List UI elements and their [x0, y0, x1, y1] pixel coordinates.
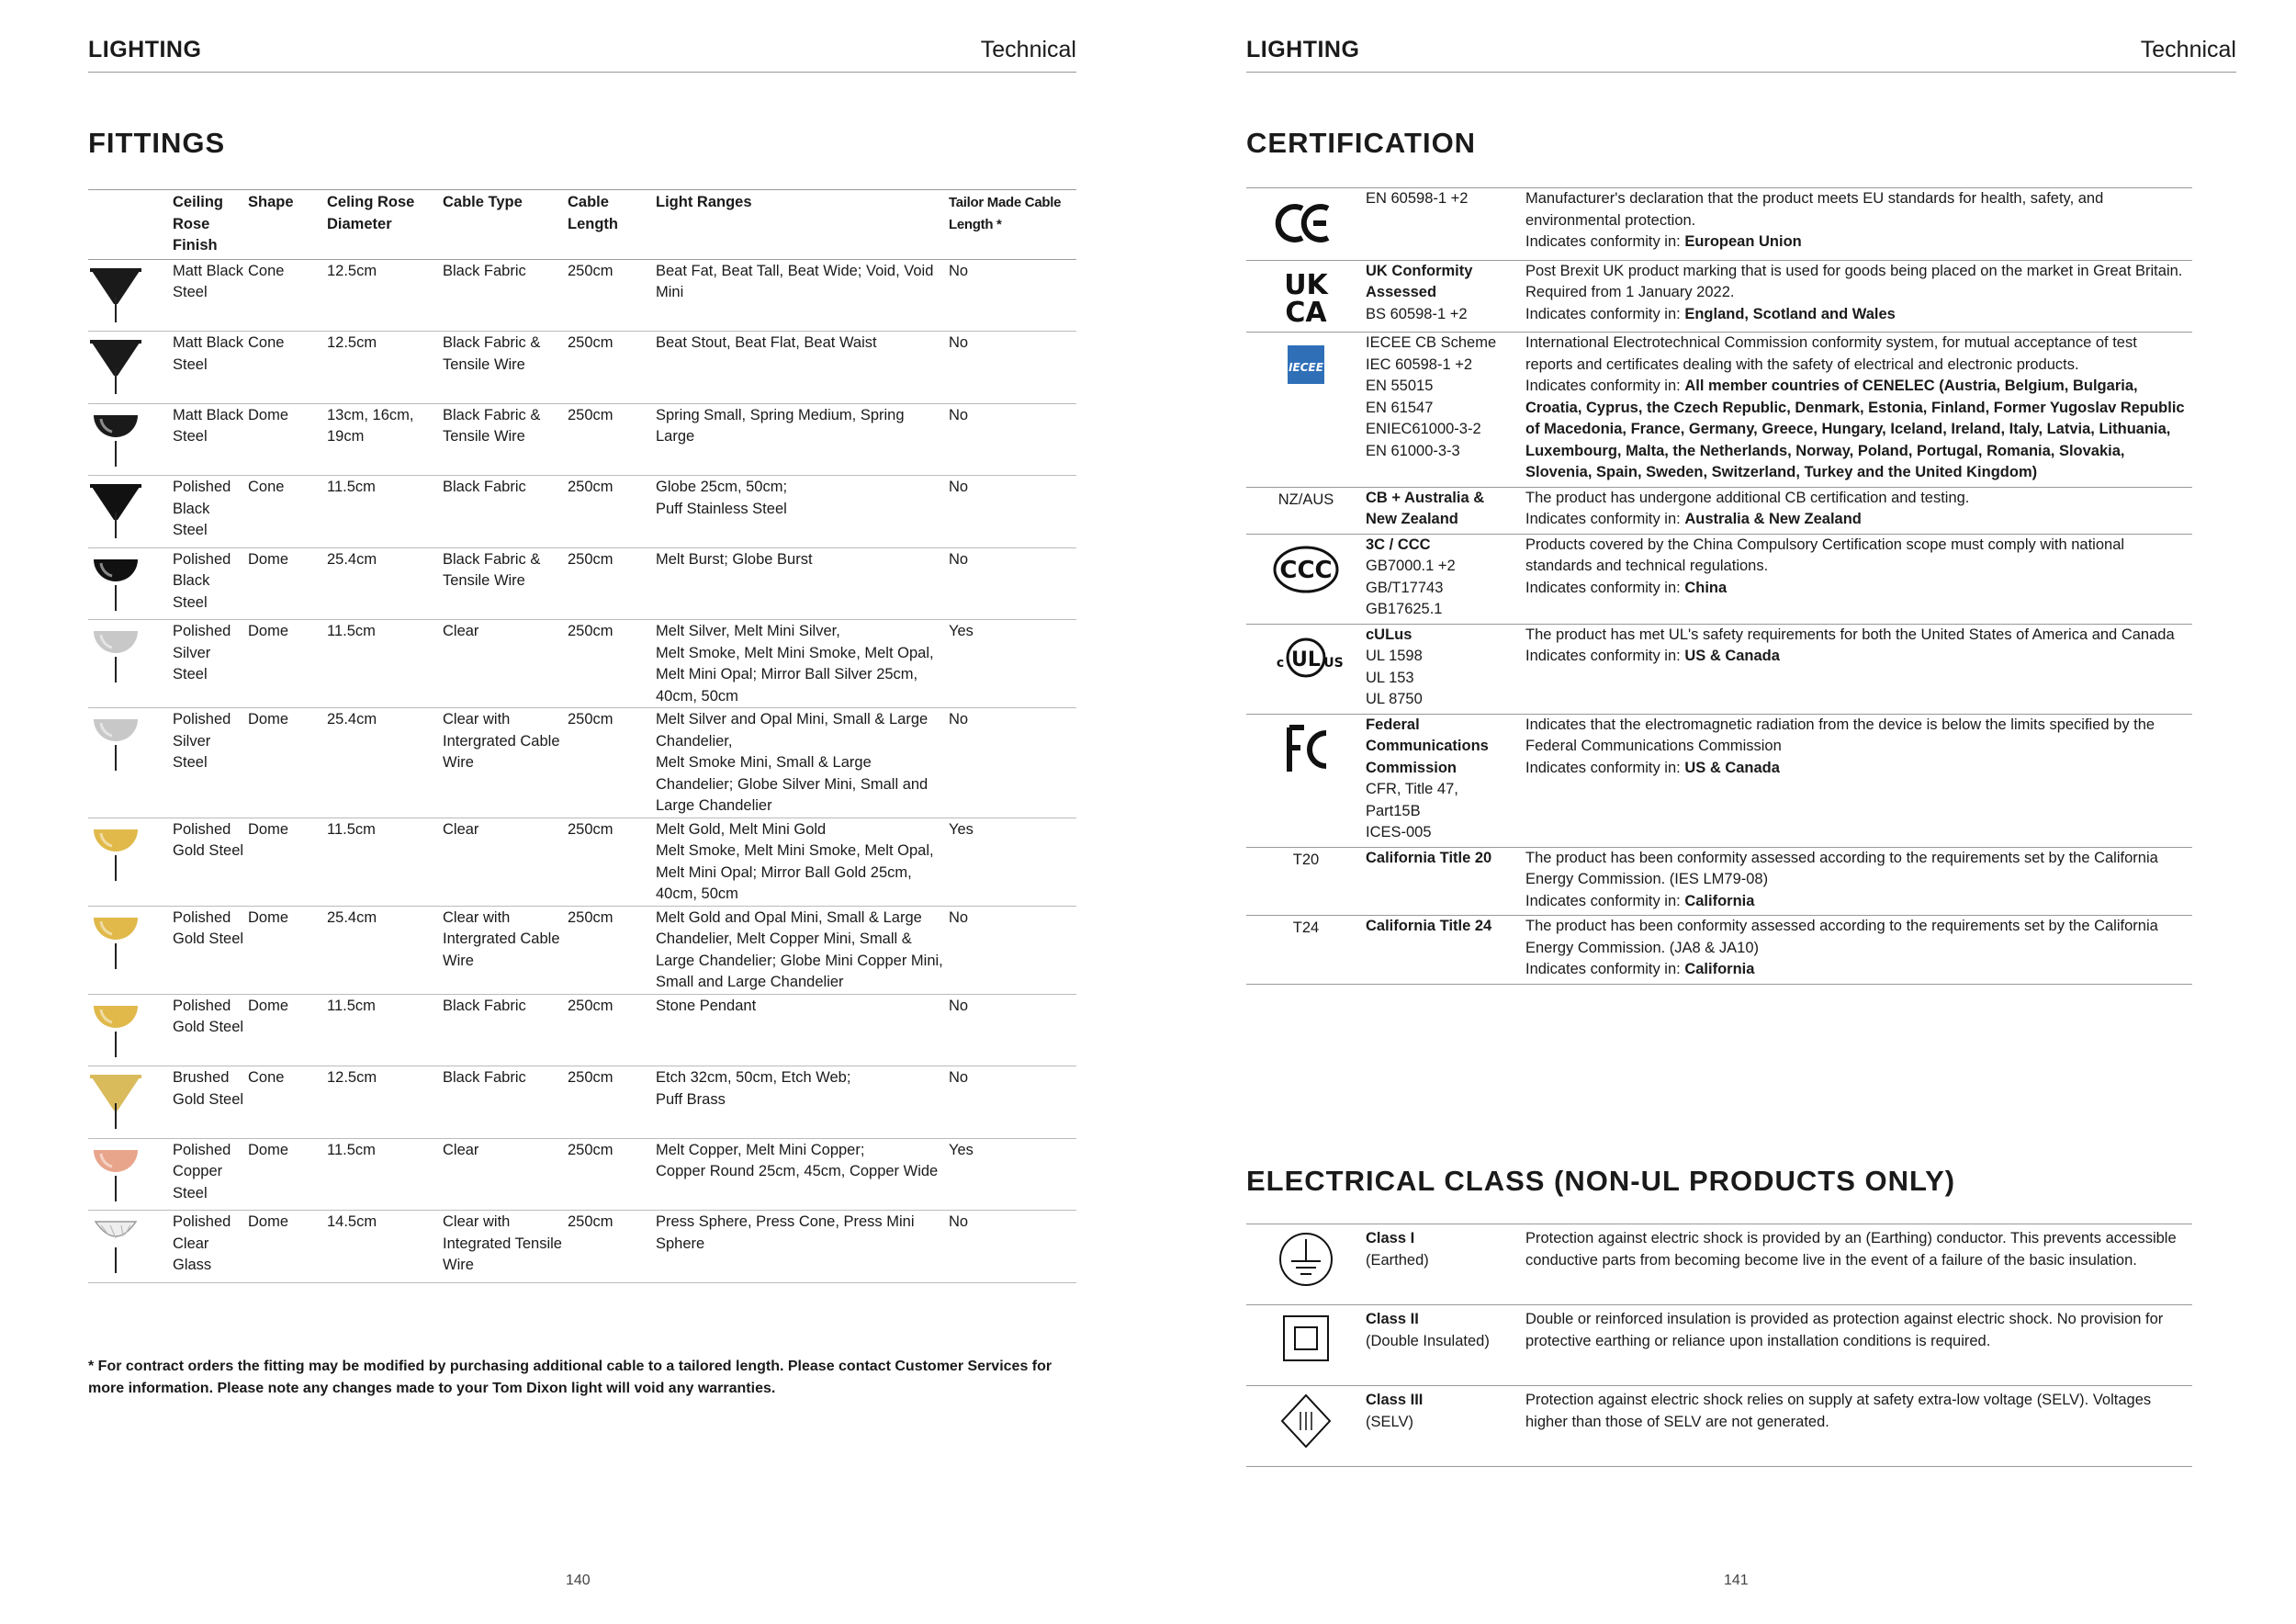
certification-description — [1525, 487, 2192, 534]
shape-cell: Dome — [248, 547, 327, 620]
ce-mark-icon — [1262, 240, 1350, 256]
certification-mark — [1246, 534, 1366, 624]
finish-cell: Polished Gold Steel — [173, 906, 248, 994]
certification-mark — [1246, 260, 1366, 333]
light-ranges-cell: Globe 25cm, 50cm; Puff Stainless Steel — [656, 476, 949, 548]
cable-type-cell: Black Fabric — [443, 476, 568, 548]
shape-cell: Dome — [248, 620, 327, 708]
left-page — [88, 0, 1076, 1624]
diameter-cell: 11.5cm — [327, 994, 443, 1066]
certification-standards: GB7000.1 +2 GB/T17743 GB17625.1 — [1366, 558, 1456, 617]
diameter-cell: 12.5cm — [327, 1066, 443, 1139]
finish-cell: Brushed Gold Steel — [173, 1066, 248, 1139]
conformity-line — [1525, 891, 2185, 913]
finish-cell: Matt Black Steel — [173, 403, 248, 476]
conformity-line — [1525, 509, 2185, 531]
certification-name — [1366, 333, 1525, 488]
certification-standards: BS 60598-1 +2 — [1366, 305, 1468, 322]
cable-type-cell: Clear — [443, 620, 568, 708]
conformity-label: Indicates conformity in: — [1525, 511, 1685, 527]
shape-cell: Dome — [248, 994, 327, 1066]
certification-mark — [1246, 333, 1366, 488]
conformity-region: All member countries of CENELEC (Austria, Belgium, Bulgaria, Croatia, Cyprus, the Czech Republic, Denmark, Estonia, Finland, Former Yugoslav Republic of Macedonia, France, Germany, Greece, Hungary, Iceland, Ireland, Italy, Latvia, Lithuania, Luxembourg, Malta, the Netherlands, Norway, Poland, Portugal, Romania, Slovakia, Slovenia, Spain, Sweden, Switzerland, Turkey and the United Kingdom) — [1525, 378, 2185, 480]
svg-text:c: c — [1276, 655, 1285, 671]
description-text: The product has been conformity assessed according to the requirements set by the California Energy Commission. (JA8 & JA10) — [1525, 918, 2158, 956]
table-row — [88, 259, 1076, 332]
conformity-region: California — [1684, 961, 1755, 977]
certification-row — [1246, 847, 2192, 916]
conformity-region: European Union — [1684, 233, 1802, 250]
conformity-line — [1525, 304, 2185, 326]
diameter-cell: 14.5cm — [327, 1211, 443, 1283]
matt-black-dome-rose-icon — [88, 456, 143, 472]
page-header — [88, 35, 1076, 73]
certification-mark — [1246, 624, 1366, 714]
conformity-label: Indicates conformity in: — [1525, 892, 1685, 909]
table-row — [88, 818, 1076, 906]
table-row — [88, 708, 1076, 818]
column-light-ranges: Light Ranges — [656, 190, 949, 260]
diameter-cell: 11.5cm — [327, 476, 443, 548]
shape-cell: Dome — [248, 818, 327, 906]
svg-text:CCC: CCC — [1279, 556, 1333, 584]
tailor-made-cell: No — [949, 1211, 1076, 1283]
page-number: 141 — [1724, 1573, 1749, 1588]
fitting-image — [88, 476, 173, 548]
class-name — [1366, 1386, 1525, 1467]
description-text: The product has met UL's safety requirements for both the United States of America and Canada — [1525, 626, 2175, 643]
ukca-mark-icon — [1262, 268, 1350, 329]
cable-length-cell: 250cm — [568, 906, 656, 994]
finish-cell: Matt Black Steel — [173, 332, 248, 404]
certification-table — [1246, 187, 2192, 985]
light-ranges-cell: Etch 32cm, 50cm, Etch Web; Puff Brass — [656, 1066, 949, 1139]
cable-type-cell: Clear with Integrated Tensile Wire — [443, 1211, 568, 1283]
certification-standards: EN 60598-1 +2 — [1366, 190, 1469, 207]
table-row — [88, 1211, 1076, 1283]
contract-note: * For contract orders the fitting may be modified by purchasing additional cable to a tailored length. Please contact Customer Services for more information. Please note any changes made to your Tom Dixon light will void any warranties. — [88, 1359, 1052, 1396]
certification-heading: CERTIFICATION — [1246, 127, 1477, 159]
cable-length-cell: 250cm — [568, 1138, 656, 1211]
description-text: Products covered by the China Compulsory Certification scope must comply with national standards and technical regulations. — [1525, 536, 2125, 574]
polished-copper-dome-rose-icon — [88, 1190, 143, 1207]
class-name — [1366, 1305, 1525, 1386]
certification-row — [1246, 624, 2192, 714]
light-ranges-cell: Melt Gold and Opal Mini, Small & Large Chandelier, Melt Copper Mini, Small & Large Chandelier; Globe Mini Copper Mini, Small and Large Chandelier — [656, 906, 949, 994]
light-ranges-cell: Melt Gold, Melt Mini Gold Melt Smoke, Melt Mini Smoke, Melt Opal, Melt Mini Opal; Mirror Ball Gold 25cm, 40cm, 50cm — [656, 818, 949, 906]
class-title: Class II — [1366, 1311, 1419, 1327]
certification-name — [1366, 714, 1525, 847]
light-ranges-cell: Stone Pendant — [656, 994, 949, 1066]
diameter-cell: 12.5cm — [327, 332, 443, 404]
cable-type-cell: Black Fabric & Tensile Wire — [443, 332, 568, 404]
certification-description — [1525, 260, 2192, 333]
diameter-cell: 13cm, 16cm, 19cm — [327, 403, 443, 476]
cable-type-cell: Clear with Intergrated Cable Wire — [443, 906, 568, 994]
electrical-class-heading: ELECTRICAL CLASS (NON-UL PRODUCTS ONLY) — [1246, 1165, 1956, 1197]
finish-cell: Polished Copper Steel — [173, 1138, 248, 1211]
cable-length-cell: 250cm — [568, 476, 656, 548]
cable-type-cell: Clear with Intergrated Cable Wire — [443, 708, 568, 818]
conformity-label: Indicates conformity in: — [1525, 378, 1685, 394]
conformity-label: Indicates conformity in: — [1525, 305, 1685, 322]
tailor-made-cell: No — [949, 332, 1076, 404]
certification-row — [1246, 916, 2192, 985]
polished-silver-dome-rose-icon — [88, 760, 143, 776]
polished-gold-dome-rose-icon — [88, 958, 143, 975]
certification-description — [1525, 916, 2192, 985]
certification-name — [1366, 847, 1525, 916]
table-row — [88, 403, 1076, 476]
table-row — [88, 1066, 1076, 1139]
electrical-class-row — [1246, 1224, 2192, 1305]
conformity-region: England, Scotland and Wales — [1684, 305, 1896, 322]
cable-length-cell: 250cm — [568, 994, 656, 1066]
description-text: Post Brexit UK product marking that is used for goods being placed on the market in Great Britain. Required from 1 January 2022. — [1525, 262, 2183, 300]
cable-length-cell: 250cm — [568, 1211, 656, 1283]
light-ranges-cell: Melt Burst; Globe Burst — [656, 547, 949, 620]
diameter-cell: 25.4cm — [327, 547, 443, 620]
finish-cell: Matt Black Steel — [173, 259, 248, 332]
conformity-line — [1525, 646, 2185, 668]
certification-standards: CFR, Title 47, Part15B ICES-005 — [1366, 781, 1458, 840]
shape-cell: Dome — [248, 1138, 327, 1211]
table-row — [88, 547, 1076, 620]
description-text: Manufacturer's declaration that the product meets EU standards for health, safety, and environmental protection. — [1525, 190, 2104, 229]
light-ranges-cell: Beat Fat, Beat Tall, Beat Wide; Void, Void Mini — [656, 259, 949, 332]
light-ranges-cell: Beat Stout, Beat Flat, Beat Waist — [656, 332, 949, 404]
polished-black-dome-rose-icon — [88, 600, 143, 616]
tailor-made-cell: No — [949, 476, 1076, 548]
fittings-table — [88, 189, 1076, 1283]
cable-length-cell: 250cm — [568, 818, 656, 906]
light-ranges-cell: Melt Silver and Opal Mini, Small & Large Chandelier, Melt Smoke Mini, Small & Large Chandelier; Globe Silver Mini, Small and Large Chandelier — [656, 708, 949, 818]
tailor-made-cell: No — [949, 403, 1076, 476]
certification-row — [1246, 260, 2192, 333]
certification-mark — [1246, 847, 1366, 916]
fitting-image — [88, 1066, 173, 1139]
conformity-region: California — [1684, 892, 1755, 909]
finish-cell: Polished Black Steel — [173, 476, 248, 548]
finish-cell: Polished Clear Glass — [173, 1211, 248, 1283]
certification-description — [1525, 624, 2192, 714]
column-finish: Ceiling Rose Finish — [173, 190, 248, 260]
shape-cell: Cone — [248, 476, 327, 548]
conformity-region: US & Canada — [1684, 759, 1780, 776]
conformity-label: Indicates conformity in: — [1525, 648, 1685, 664]
diameter-cell: 25.4cm — [327, 708, 443, 818]
diameter-cell: 11.5cm — [327, 818, 443, 906]
cable-type-cell: Black Fabric & Tensile Wire — [443, 403, 568, 476]
certification-title: cULus — [1366, 626, 1412, 643]
diameter-cell: 11.5cm — [327, 620, 443, 708]
conformity-region: China — [1684, 579, 1728, 596]
polished-silver-dome-rose-icon — [88, 671, 143, 688]
svg-text:UL: UL — [1291, 648, 1321, 671]
fitting-image — [88, 547, 173, 620]
class-description: Protection against electric shock relies on supply at safety extra-low voltage (SELV). Voltages higher than those of SELV are not generated. — [1525, 1386, 2192, 1467]
class-title: Class III — [1366, 1392, 1424, 1408]
conformity-line — [1525, 959, 2185, 981]
tailor-made-cell: No — [949, 259, 1076, 332]
certification-standards: IECEE CB Scheme IEC 60598-1 +2 EN 55015 EN 61547 ENIEC61000-3-2 EN 61000-3-3 — [1366, 334, 1497, 459]
electrical-class-row — [1246, 1305, 2192, 1386]
certification-code: T20 — [1292, 851, 1320, 868]
certification-title: California Title 20 — [1366, 849, 1492, 866]
shape-cell: Dome — [248, 1211, 327, 1283]
description-text: Indicates that the electromagnetic radiation from the device is below the limits specified by the Federal Communications Commission — [1525, 716, 2155, 754]
cable-type-cell: Clear — [443, 818, 568, 906]
conformity-line — [1525, 376, 2185, 484]
certification-name — [1366, 487, 1525, 534]
column-cable-length: Cable Length — [568, 190, 656, 260]
table-row — [88, 476, 1076, 548]
cable-length-cell: 250cm — [568, 620, 656, 708]
column-image — [88, 190, 173, 260]
certification-name — [1366, 188, 1525, 261]
cable-type-cell: Black Fabric — [443, 994, 568, 1066]
cable-type-cell: Black Fabric — [443, 1066, 568, 1139]
cul-us-mark-icon — [1262, 648, 1350, 693]
table-row — [88, 994, 1076, 1066]
matt-black-cone-rose-icon — [88, 311, 143, 328]
finish-cell: Polished Silver Steel — [173, 620, 248, 708]
class-symbol — [1246, 1305, 1366, 1386]
fitting-image — [88, 994, 173, 1066]
shape-cell: Dome — [248, 403, 327, 476]
certification-row — [1246, 188, 2192, 261]
tailor-made-cell: No — [949, 1066, 1076, 1139]
column-diameter: Celing Rose Diameter — [327, 190, 443, 260]
header-section: Technical — [980, 37, 1076, 62]
conformity-label: Indicates conformity in: — [1525, 233, 1685, 250]
certification-code: T24 — [1292, 919, 1320, 936]
fitting-image — [88, 332, 173, 404]
description-text: The product has undergone additional CB certification and testing. — [1525, 489, 1970, 506]
tailor-made-cell: No — [949, 906, 1076, 994]
header-section: Technical — [2140, 37, 2236, 62]
tailor-made-cell: Yes — [949, 620, 1076, 708]
svg-text:CA: CA — [1285, 296, 1327, 325]
certification-row — [1246, 534, 2192, 624]
fitting-image — [88, 818, 173, 906]
certification-mark — [1246, 714, 1366, 847]
shape-cell: Cone — [248, 1066, 327, 1139]
certification-row — [1246, 487, 2192, 534]
fitting-image — [88, 259, 173, 332]
certification-name — [1366, 916, 1525, 985]
certification-description — [1525, 333, 2192, 488]
table-row — [88, 1138, 1076, 1211]
fitting-image — [88, 906, 173, 994]
cable-length-cell: 250cm — [568, 403, 656, 476]
brushed-gold-cone-rose-icon — [88, 1118, 143, 1134]
fitting-image — [88, 620, 173, 708]
class-description: Double or reinforced insulation is provided as protection against electric shock. No provision for protective earthing or reliance upon installation conditions is required. — [1525, 1305, 2192, 1386]
polished-clear-glass-rose-icon — [88, 1262, 143, 1279]
certification-name — [1366, 260, 1525, 333]
header-title: LIGHTING — [88, 37, 202, 62]
fittings-heading: FITTINGS — [88, 127, 226, 159]
class-symbol — [1246, 1386, 1366, 1467]
polished-gold-dome-rose-icon — [88, 870, 143, 886]
tailor-made-cell: No — [949, 547, 1076, 620]
class-symbol — [1246, 1224, 1366, 1305]
class-i-earth-icon — [1262, 1276, 1350, 1292]
light-ranges-cell: Melt Copper, Melt Mini Copper; Copper Round 25cm, 45cm, Copper Wide — [656, 1138, 949, 1211]
right-page — [1246, 0, 2236, 1624]
certification-description — [1525, 714, 2192, 847]
iecee-logo-icon — [1262, 361, 1350, 400]
fitting-image — [88, 403, 173, 476]
polished-black-cone-rose-icon — [88, 527, 143, 544]
description-text: International Electrotechnical Commission conformity system, for mutual acceptance of test reports and certificates dealing with the safety of electrical and electronic products. — [1525, 334, 2137, 373]
cable-length-cell: 250cm — [568, 259, 656, 332]
certification-mark — [1246, 916, 1366, 985]
table-header-row — [88, 190, 1076, 260]
certification-description — [1525, 847, 2192, 916]
shape-cell: Cone — [248, 259, 327, 332]
electrical-class-row — [1246, 1386, 2192, 1467]
certification-description — [1525, 188, 2192, 261]
class-description: Protection against electric shock is provided by an (Earthing) conductor. This prevents accessible conductive parts from becoming become live in the event of a failure of the basic insulation. — [1525, 1224, 2192, 1305]
finish-cell: Polished Gold Steel — [173, 994, 248, 1066]
light-ranges-cell: Spring Small, Spring Medium, Spring Large — [656, 403, 949, 476]
column-tailor-made: Tailor Made Cable Length * — [949, 190, 1076, 260]
svg-text:UK: UK — [1284, 268, 1328, 301]
fitting-image — [88, 1211, 173, 1283]
cable-length-cell: 250cm — [568, 547, 656, 620]
tailor-made-cell: Yes — [949, 818, 1076, 906]
cable-length-cell: 250cm — [568, 708, 656, 818]
certification-row — [1246, 714, 2192, 847]
diameter-cell: 11.5cm — [327, 1138, 443, 1211]
class-ii-double-insulated-icon — [1262, 1357, 1350, 1373]
cable-type-cell: Black Fabric & Tensile Wire — [443, 547, 568, 620]
table-row — [88, 332, 1076, 404]
certification-title: CB + Australia & New Zealand — [1366, 489, 1485, 527]
certification-name — [1366, 534, 1525, 624]
certification-title: 3C / CCC — [1366, 536, 1431, 553]
certification-title: Federal Communications Commission — [1366, 716, 1489, 776]
description-text: The product has been conformity assessed according to the requirements set by the California Energy Commission. (IES LM79-08) — [1525, 849, 2158, 887]
shape-cell: Dome — [248, 708, 327, 818]
certification-title: UK Conformity Assessed — [1366, 262, 1473, 300]
cable-type-cell: Clear — [443, 1138, 568, 1211]
certification-row — [1246, 333, 2192, 488]
certification-title: California Title 24 — [1366, 918, 1492, 934]
cable-type-cell: Black Fabric — [443, 259, 568, 332]
conformity-region: Australia & New Zealand — [1684, 511, 1862, 527]
electrical-class-table — [1246, 1224, 2192, 1467]
matt-black-cone-rose-icon — [88, 383, 143, 400]
polished-gold-dome-rose-icon — [88, 1046, 143, 1063]
conformity-label: Indicates conformity in: — [1525, 759, 1685, 776]
certification-mark — [1246, 487, 1366, 534]
table-row — [88, 620, 1076, 708]
svg-text:IECEE: IECEE — [1289, 361, 1323, 374]
table-row — [88, 906, 1076, 994]
conformity-line — [1525, 231, 2185, 254]
class-subtitle: (Earthed) — [1366, 1251, 1429, 1269]
finish-cell: Polished Silver Steel — [173, 708, 248, 818]
certification-description — [1525, 534, 2192, 624]
svg-text:US: US — [1323, 655, 1344, 671]
class-iii-selv-icon — [1262, 1438, 1350, 1454]
header-title: LIGHTING — [1246, 37, 1360, 62]
finish-cell: Polished Gold Steel — [173, 818, 248, 906]
conformity-line — [1525, 578, 2185, 600]
shape-cell: Dome — [248, 906, 327, 994]
page-number: 140 — [566, 1573, 591, 1588]
certification-mark — [1246, 188, 1366, 261]
tailor-made-cell: No — [949, 708, 1076, 818]
ccc-mark-icon — [1262, 556, 1350, 603]
column-cable-type: Cable Type — [443, 190, 568, 260]
page-header — [1246, 35, 2236, 73]
fitting-image — [88, 708, 173, 818]
tailor-made-cell: No — [949, 994, 1076, 1066]
class-subtitle: (SELV) — [1366, 1413, 1413, 1430]
class-title: Class I — [1366, 1230, 1415, 1246]
cable-length-cell: 250cm — [568, 1066, 656, 1139]
conformity-line — [1525, 758, 2185, 780]
certification-standards: UL 1598 UL 153 UL 8750 — [1366, 648, 1423, 707]
conformity-label: Indicates conformity in: — [1525, 579, 1685, 596]
tailor-made-cell: Yes — [949, 1138, 1076, 1211]
class-subtitle: (Double Insulated) — [1366, 1332, 1490, 1349]
shape-cell: Cone — [248, 332, 327, 404]
light-ranges-cell: Melt Silver, Melt Mini Silver, Melt Smoke, Melt Mini Smoke, Melt Opal, Melt Mini Opal; Mirror Ball Silver 25cm, 40cm, 50cm — [656, 620, 949, 708]
finish-cell: Polished Black Steel — [173, 547, 248, 620]
certification-code: NZ/AUS — [1277, 491, 1334, 508]
conformity-label: Indicates conformity in: — [1525, 961, 1685, 977]
column-shape: Shape — [248, 190, 327, 260]
light-ranges-cell: Press Sphere, Press Cone, Press Mini Sphere — [656, 1211, 949, 1283]
fcc-mark-icon — [1262, 766, 1350, 783]
diameter-cell: 25.4cm — [327, 906, 443, 994]
conformity-region: US & Canada — [1684, 648, 1780, 664]
cable-length-cell: 250cm — [568, 332, 656, 404]
certification-name — [1366, 624, 1525, 714]
diameter-cell: 12.5cm — [327, 259, 443, 332]
fitting-image — [88, 1138, 173, 1211]
class-name — [1366, 1224, 1525, 1305]
